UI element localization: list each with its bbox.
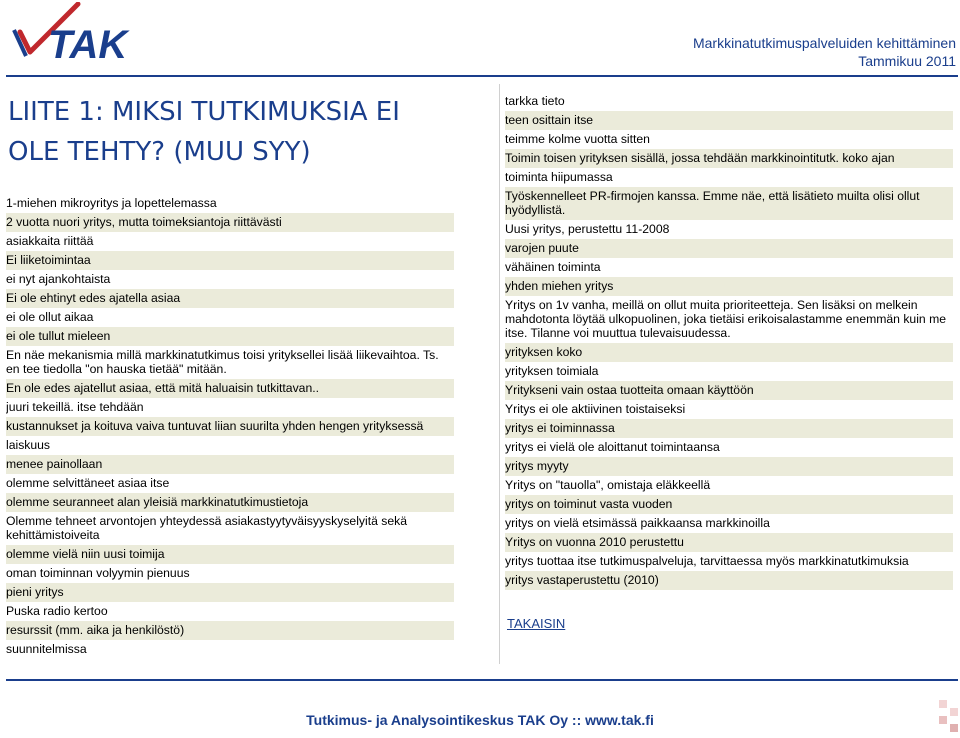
list-item: yritys tuottaa itse tutkimuspalveluja, tarvittaessa myös markkinatutkimuksia bbox=[505, 554, 909, 568]
list-item: yrityksen koko bbox=[505, 343, 953, 362]
list-item: Toimin toisen yrityksen sisällä, jossa tehdään markkinointitutk. koko ajan bbox=[505, 149, 953, 168]
list-item: Olemme tehneet arvontojen yhteydessä asiakastyytyväisyyskyselyitä sekä kehittämistoiveita bbox=[6, 514, 408, 542]
list-item: olemme seuranneet alan yleisiä markkinatutkimustietoja bbox=[6, 493, 454, 512]
list-item: teimme kolme vuotta sitten bbox=[505, 132, 650, 146]
list-item: toiminta hiipumassa bbox=[505, 170, 613, 184]
footer-divider bbox=[6, 679, 958, 681]
list-item: yritys myyty bbox=[505, 457, 953, 476]
right-response-list bbox=[505, 92, 953, 590]
list-item: suunnitelmissa bbox=[6, 642, 87, 656]
list-item: yritys vastaperustettu (2010) bbox=[505, 571, 953, 590]
logo-text: TAK bbox=[48, 23, 128, 62]
list-item: En näe mekanismia millä markkinatutkimus toisi yrityksellei lisää liikevaihtoa. Ts. en tee tiedolla "on hauska tietää" mitään. bbox=[6, 348, 439, 376]
list-item: En ole edes ajatellut asiaa, että mitä haluaisin tutkittavan.. bbox=[6, 379, 454, 398]
page-title: LIITE 1: MIKSI TUTKIMUKSIA EI OLE TEHTY? (MUU SYY) bbox=[8, 97, 400, 167]
list-item: Uusi yritys, perustettu 11-2008 bbox=[505, 222, 670, 236]
list-item: Yritys on vuonna 2010 perustettu bbox=[505, 533, 953, 552]
list-item: vähäinen toiminta bbox=[505, 260, 601, 274]
header-info bbox=[693, 34, 956, 70]
list-item: 2 vuotta nuori yritys, mutta toimeksiantoja riittävästi bbox=[6, 213, 454, 232]
decorative-squares-icon bbox=[939, 700, 959, 734]
list-item: Yritykseni vain ostaa tuotteita omaan käyttöön bbox=[505, 381, 953, 400]
tak-logo-graphic bbox=[8, 2, 148, 62]
list-item: yritys on toiminut vasta vuoden bbox=[505, 495, 953, 514]
list-item: juuri tekeillä. itse tehdään bbox=[6, 400, 144, 414]
left-response-list bbox=[6, 194, 454, 659]
list-item: yrityksen toimiala bbox=[505, 364, 599, 378]
list-item: menee painollaan bbox=[6, 455, 454, 474]
list-item: oman toiminnan volyymin pienuus bbox=[6, 566, 190, 580]
list-item: Yritys on "tauolla", omistaja eläkkeellä bbox=[505, 478, 711, 492]
footer-text: Tutkimus- ja Analysointikeskus TAK Oy :: www.tak.fi bbox=[306, 712, 654, 728]
list-item: olemme vielä niin uusi toimija bbox=[6, 545, 454, 564]
column-divider bbox=[499, 84, 500, 664]
list-item: ei ole tullut mieleen bbox=[6, 327, 454, 346]
list-item: ei ole ollut aikaa bbox=[6, 310, 94, 324]
list-item: Työskennelleet PR-firmojen kanssa. Emme näe, että lisätieto muilta olisi ollut hyödyllistä. bbox=[505, 187, 953, 220]
list-item: Yritys on 1v vanha, meillä on ollut muita prioriteetteja. Sen lisäksi on melkein mahdotonta löytää ulkopuolinen, joka tietäisi erikoisalastamme enemmän kuin me itse. Tilanne voi muuttua tulevaisuudessa. bbox=[505, 298, 947, 340]
list-item: yhden miehen yritys bbox=[505, 277, 953, 296]
list-item: olemme selvittäneet asiaa itse bbox=[6, 476, 170, 490]
list-item: yritys ei vielä ole aloittanut toimintaansa bbox=[505, 440, 720, 454]
list-item: kustannukset ja koituva vaiva tuntuvat liian suurilta yhden hengen yrityksessä bbox=[6, 417, 454, 436]
list-item: Ei ole ehtinyt edes ajatella asiaa bbox=[6, 289, 454, 308]
list-item: teen osittain itse bbox=[505, 111, 953, 130]
header-date: Tammikuu 2011 bbox=[858, 53, 956, 69]
list-item: resurssit (mm. aika ja henkilöstö) bbox=[6, 621, 454, 640]
back-link[interactable]: TAKAISIN bbox=[507, 616, 566, 631]
list-item: ei nyt ajankohtaista bbox=[6, 272, 111, 286]
list-item: Puska radio kertoo bbox=[6, 604, 108, 618]
list-item: 1-miehen mikroyritys ja lopettelemassa bbox=[6, 196, 217, 210]
list-item: varojen puute bbox=[505, 239, 953, 258]
list-item: pieni yritys bbox=[6, 583, 454, 602]
list-item: Yritys ei ole aktiivinen toistaiseksi bbox=[505, 402, 686, 416]
list-item: asiakkaita riittää bbox=[6, 234, 94, 248]
list-item: Ei liiketoimintaa bbox=[6, 251, 454, 270]
header-divider bbox=[6, 75, 958, 77]
list-item: tarkka tieto bbox=[505, 94, 565, 108]
list-item: yritys on vielä etsimässä paikkaansa markkinoilla bbox=[505, 516, 770, 530]
list-item: yritys ei toiminnassa bbox=[505, 419, 953, 438]
header-project-title: Markkinatutkimuspalveluiden kehittäminen bbox=[692, 35, 956, 51]
tak-logo bbox=[8, 2, 148, 62]
list-item: laiskuus bbox=[6, 438, 51, 452]
